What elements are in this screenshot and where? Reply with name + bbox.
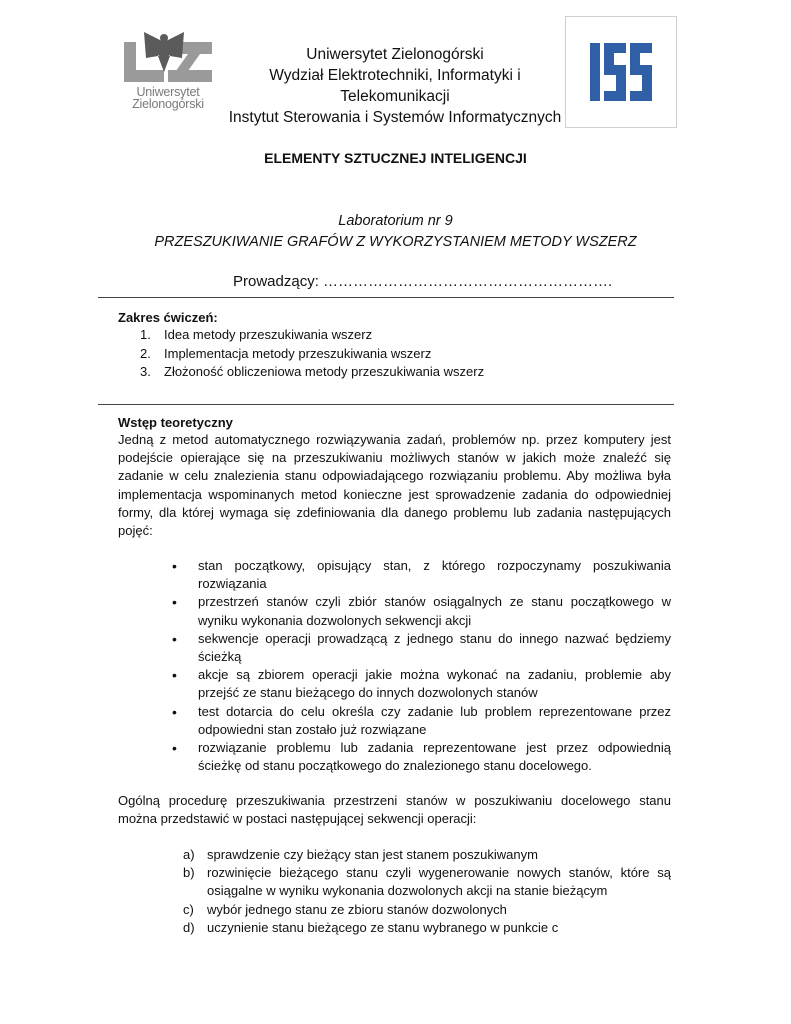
theory-title: Wstęp teoretyczny — [118, 415, 233, 430]
theory-intro: Jedną z metod automatycznego rozwiązywania zadań, problemów np. przez komputery jest podejście opierające się na przeszukiwaniu możliwych stanów w jakich może znaleźć się zadanie w celu znalezienia stanu odpowiadającego rozwiązaniu problemu. Aby możliwa była implementacja wspominanych metod konieczne jest sprowadzenie zadania do odpowiedniej formy, dla której wymaga się zdefiniowania dla danego problemu lub zadania następujących pojęć: — [118, 432, 671, 539]
list-item — [172, 630, 671, 666]
bullet-icon: • — [172, 703, 177, 720]
list-text: sekwencje operacji prowadzącą z jednego stanu do innego nazwać będziemy ścieżką — [198, 630, 671, 665]
list-number: 1. — [140, 327, 151, 342]
divider-middle — [98, 404, 674, 405]
lab-number: Laboratorium nr 9 — [338, 213, 453, 229]
list-number: 2. — [140, 345, 151, 361]
instructor-line: Prowadzący: …………………………………………………. — [233, 273, 613, 290]
header-line-faculty: Wydział Elektrotechniki, Informatyki i — [269, 67, 521, 84]
header-line-university: Uniwersytet Zielonogórski — [306, 46, 484, 63]
list-text: rozwinięcie bieżącego stanu czyli wygenerowanie nowych stanów, które są osiągalne w wyniku wykonania dozwolonych akcji na stanie bieżącym — [207, 865, 671, 899]
procedure-steps — [183, 846, 671, 937]
list-text: akcje są zbiorem operacji jakie można wykonać na zadaniu, problemie aby przejść ze stanu bieżącego do innych dozwolonych stanów — [198, 667, 671, 701]
list-text: test dotarcia do celu określa czy zadanie lub problem reprezentowane przez odpowiedni stan zostało już rozwiązane — [198, 703, 671, 737]
bullet-icon: • — [172, 630, 177, 647]
list-text: sprawdzenie czy bieżący stan jest stanem poszukiwanym — [207, 847, 538, 862]
list-text: Idea metody przeszukiwania wszerz — [164, 327, 373, 342]
bullet-icon: • — [172, 594, 177, 611]
step-marker: c) — [183, 901, 194, 917]
issi-logo-icon — [588, 39, 656, 105]
list-item — [172, 666, 671, 702]
step-marker: b) — [183, 865, 195, 881]
procedure-intro: Ogólną procedurę przeszukiwania przestrzeni stanów w poszukiwaniu docelowego stanu można przedstawić w postaci następującej sekwencji operacji: — [118, 793, 671, 827]
university-logo — [118, 28, 218, 120]
issi-logo — [565, 16, 677, 128]
list-item — [183, 864, 671, 900]
divider-top — [98, 297, 674, 298]
eagle-emblem-icon — [118, 28, 218, 86]
list-text: wybór jednego stanu ze zbioru stanów dozwolonych — [207, 901, 507, 917]
institution-header — [210, 44, 580, 128]
list-item — [172, 593, 671, 629]
list-text: uczynienie stanu bieżącego ze stanu wybranego w punkcie c — [207, 919, 559, 935]
list-text: stan początkowy, opisujący stan, z którego rozpoczynamy poszukiwania rozwiązania — [198, 558, 671, 592]
list-text: Implementacja metody przeszukiwania wszerz — [164, 345, 432, 361]
header-line-faculty-cont: Telekomunikacji — [340, 88, 450, 105]
concepts-list — [172, 557, 671, 775]
step-marker: d) — [183, 919, 195, 935]
list-item — [172, 739, 671, 775]
list-item — [140, 326, 484, 345]
lab-topic: PRZESZUKIWANIE GRAFÓW Z WYKORZYSTANIEM METODY WSZERZ — [154, 234, 637, 250]
list-item — [183, 919, 671, 937]
list-text: przestrzeń stanów czyli zbiór stanów osiągalnych ze stanu początkowego w wyniku wykonania dozwolonych sekwencji akcji — [198, 594, 671, 628]
list-text: rozwiązanie problemu lub zadania reprezentowane jest przez odpowiednią ścieżkę od stanu początkowego do znalezionego stanu docelowego. — [198, 740, 671, 774]
list-text: Złożoność obliczeniowa metody przeszukiwania wszerz — [164, 364, 485, 379]
list-number: 3. — [140, 364, 151, 379]
list-item — [140, 345, 484, 364]
course-title: ELEMENTY SZTUCZNEJ INTELIGENCJI — [264, 150, 527, 166]
list-item — [140, 363, 484, 382]
list-item — [172, 703, 671, 739]
bullet-icon: • — [172, 740, 177, 757]
scope-title: Zakres ćwiczeń: — [118, 310, 218, 325]
step-marker: a) — [183, 847, 195, 862]
bullet-icon: • — [172, 558, 177, 574]
list-item — [183, 901, 671, 919]
scope-list — [140, 326, 484, 382]
logo-line-2: Zielonogórski — [132, 97, 204, 111]
list-item — [183, 846, 671, 864]
logo-line-1: Uniwersytet — [136, 85, 200, 99]
logo-text — [118, 86, 218, 110]
lab-heading — [0, 211, 791, 253]
header-line-institute: Instytut Sterowania i Systemów Informatycznych — [228, 109, 562, 126]
bullet-icon: • — [172, 667, 177, 684]
list-item — [172, 557, 671, 593]
